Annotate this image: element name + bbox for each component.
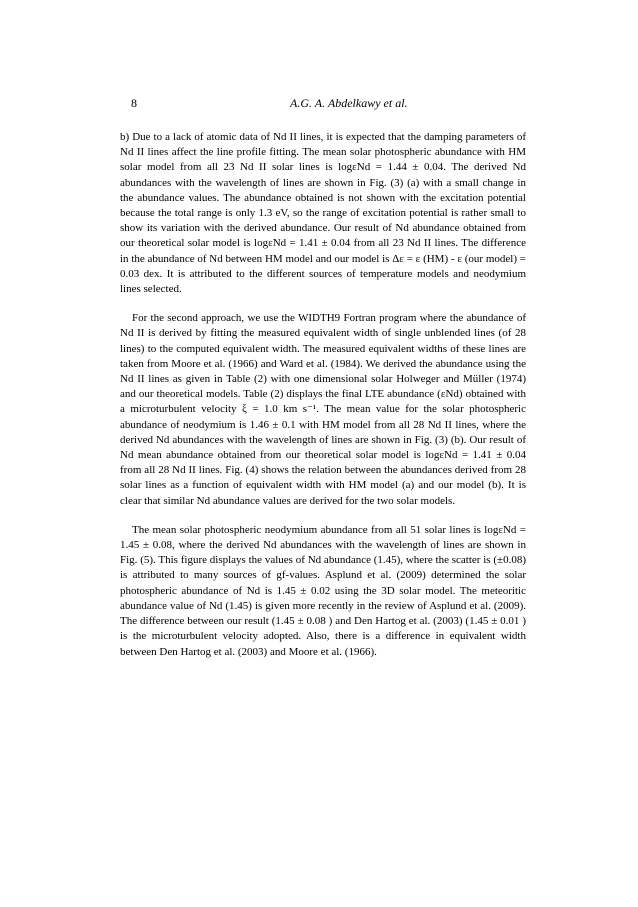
page-header [120,96,526,116]
page [120,96,526,674]
running-head: A.G. A. Abdelkawy et al. [290,96,408,110]
paragraph-2: For the second approach, we use the WIDTH9 Fortran program where the abundance of Nd II is derived by fitting the measured equivalent width of single unblended lines (of 28 lines) to the computed equivalent width. The measured equivalent widths of these lines are taken from Moore et al. (1966) and Ward et al. (1984). We derived the abundance using the Nd II lines as given in Table (2) with one dimensional solar Holweger and Müller (1974) and our theoretical models. Table (2) displays the final LTE abundance (εNd) obtained with a microturbulent velocity ξ = 1.0 km s⁻¹. The mean value for the solar photospheric abundance of neodymium is 1.46 ± 0.1 with HM model from all 28 Nd II lines, where the derived Nd abundances with the wavelength of lines are shown in Fig. (3) (b). Our result of Nd mean abundance obtained from our theoretical solar model is logεNd = 1.41 ± 0.04 from all 28 Nd II lines. Fig. (4) shows the relation between the abundances derived from 28 solar lines as a function of equivalent width with HM model (a) and our model (b). It is clear that similar Nd abundance values are derived for the two solar models. [120,312,526,507]
paragraph-1: b) Due to a lack of atomic data of Nd II lines, it is expected that the damping parameters of Nd II lines affect the line profile fitting. The mean solar photospheric abundance with HM solar model from all 23 Nd II solar lines is logεNd = 1.44 ± 0.04. The derived Nd abundances with the wavelength of lines are shown in Fig. (3) (a) with a small change in the abundance values. The abundance obtained is not shown with the excitation potential because the total range is only 1.3 eV, so the range of excitation potential is rather small to show its variation with the derived abundance. Our result of Nd abundance obtained from our theoretical solar model is logεNd = 1.41 ± 0.04 from all 23 Nd II lines. The difference in the abundance of Nd between HM model and our model is Δε = ε (HM) - ε (our model) = 0.03 dex. It is attributed to the different sources of temperature models and neodymium lines selected. [120,131,526,296]
page-number: 8 [131,96,137,110]
paragraph-3: The mean solar photospheric neodymium abundance from all 51 solar lines is logεNd = 1.45 ± 0.08, where the derived Nd abundances with the wavelength of lines are shown in Fig. (5). This figure displays the values of Nd abundance (1.45), where the scatter is (±0.08) is attributed to many sources of gf-values. Asplund et al. (2009) determined the solar photospheric abundance of Nd is 1.45 ± 0.02 using the 3D solar model. The meteoritic abundance value of Nd (1.45) is given more recently in the review of Asplund et al. (2009). The difference between our result (1.45 ± 0.08 ) and Den Hartog et al. (2003) (1.45 ± 0.01 ) is the microturbulent velocity adopted. Also, there is a difference in equivalent width between Den Hartog et al. (2003) and Moore et al. (1966). [120,523,526,658]
